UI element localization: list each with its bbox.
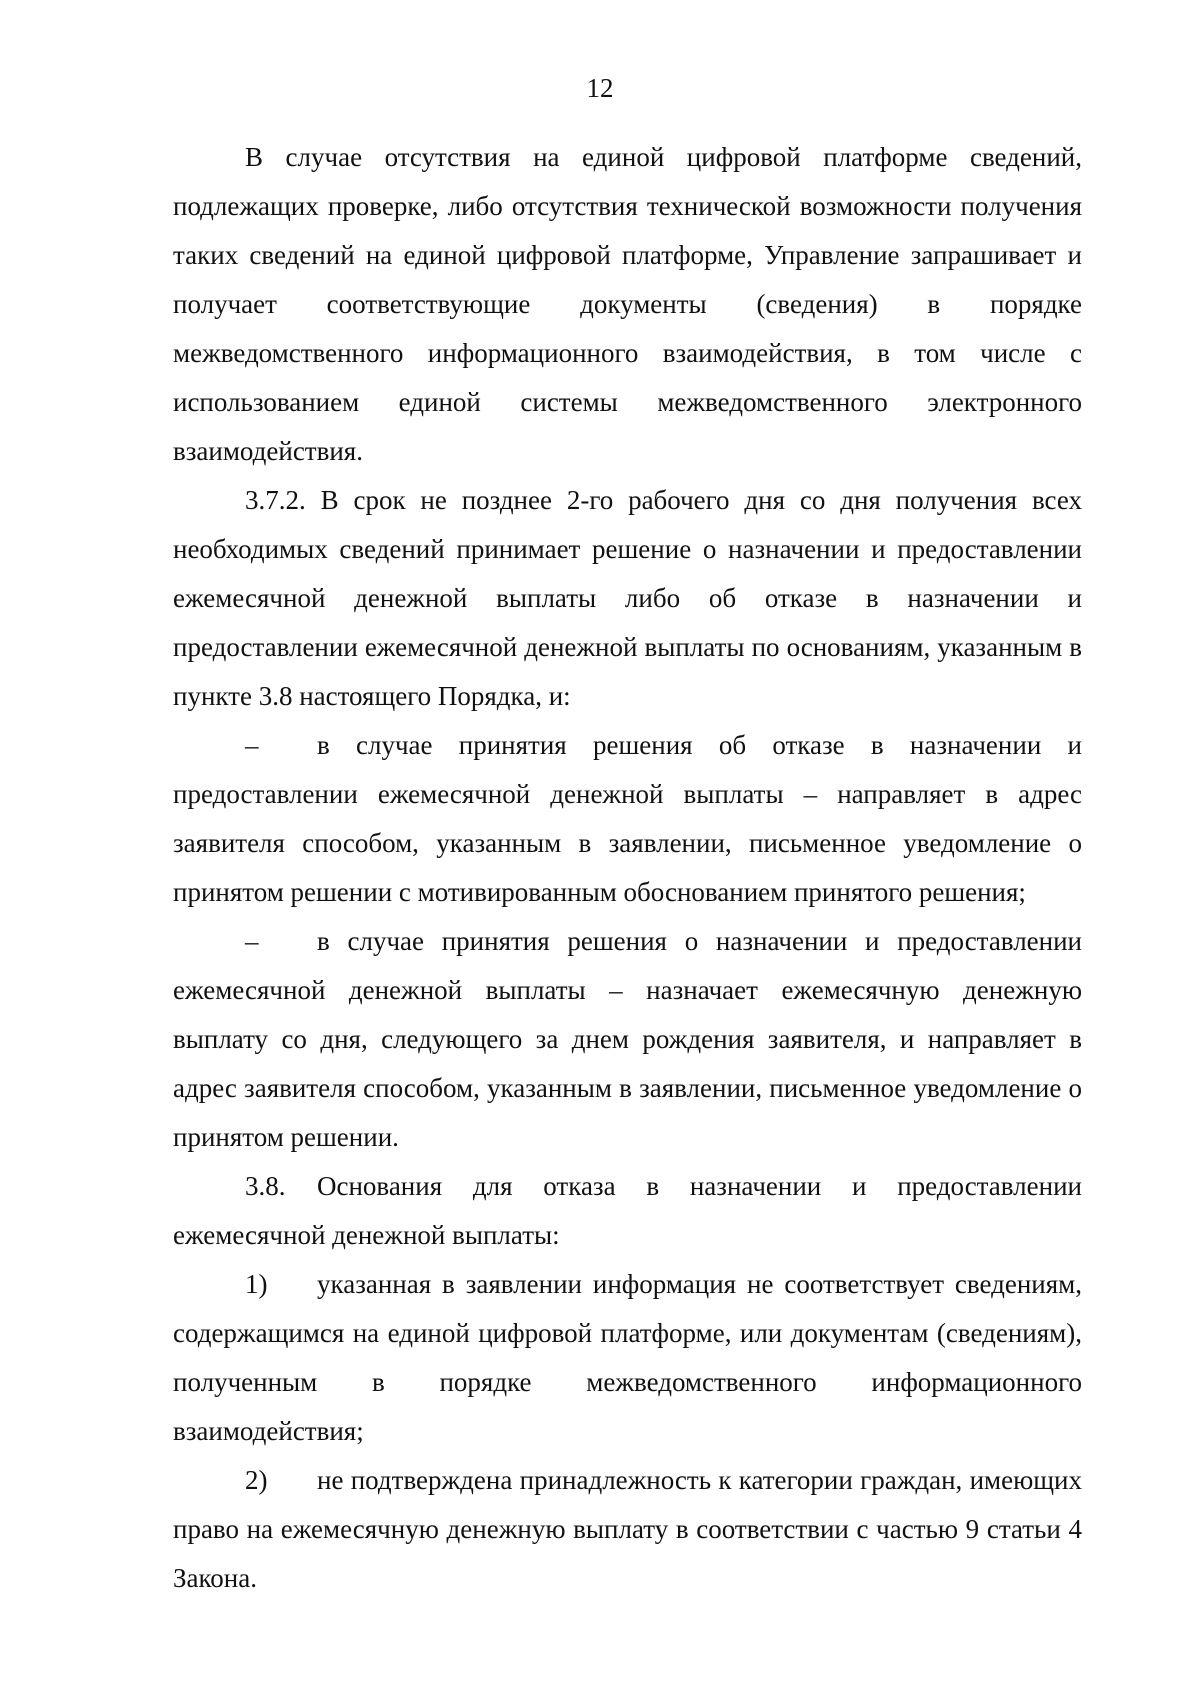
paragraph-3-8 [173,1162,1082,1260]
paragraph-unavailable-data [173,133,1082,476]
list-item-text: не подтверждена принадлежность к категории граждан, имеющих право на ежемесячную денежную выплату в соответствии с частью 9 статьи 4 Закона. [173,1465,1082,1593]
list-item-text: в случае принятия решения о назначении и предоставлении ежемесячной денежной выплаты – назначает ежемесячную денежную выплату со дня, следующего за днем рождения заявителя, и направляет в адрес заявителя способом, указанным в заявлении, письменное уведомление о принятом решении. [173,926,1082,1152]
section-number: 3.8. [245,1171,286,1201]
paragraph-text: Основания для отказа в назначении и предоставлении ежемесячной денежной выплаты: [173,1171,1082,1250]
list-item-2 [173,1456,1082,1603]
list-item-text: указанная в заявлении информация не соответствует сведениям, содержащимся на единой цифровой платформе, или документам (сведениям), полученным в порядке межведомственного информационного взаимодействия; [173,1269,1082,1446]
document-body [173,133,1082,1603]
list-number: 2) [245,1465,268,1495]
paragraph-3-7-2 [173,476,1082,721]
paragraph-text: 3.7.2. В срок не позднее 2-го рабочего дня со дня получения всех необходимых сведений принимает решение о назначении и предоставлении ежемесячной денежной выплаты либо об отказе в назначении и предоставлении ежемесячной денежной выплаты по основаниям, указанным в пункте 3.8 настоящего Порядка, и: [173,485,1082,711]
list-item-refusal [173,721,1082,917]
list-item-text: в случае принятия решения об отказе в назначении и предоставлении ежемесячной денежной выплаты – направляет в адрес заявителя способом, указанным в заявлении, письменное уведомление о принятом решении с мотивированным обоснованием принятого решения; [173,730,1082,907]
paragraph-text: В случае отсутствия на единой цифровой платформе сведений, подлежащих проверке, либо отсутствия технической возможности получения таких сведений на единой цифровой платформе, Управление запрашивает и получает соответствующие документы (сведения) в порядке межведомственного информационного взаимодействия, в том числе с использованием единой системы межведомственного электронного взаимодействия. [173,142,1082,466]
page-number: 12 [586,73,614,103]
list-item-1 [173,1260,1082,1456]
list-dash: – [245,926,259,956]
list-dash: – [245,730,259,760]
list-number: 1) [245,1269,268,1299]
list-item-approval [173,917,1082,1162]
